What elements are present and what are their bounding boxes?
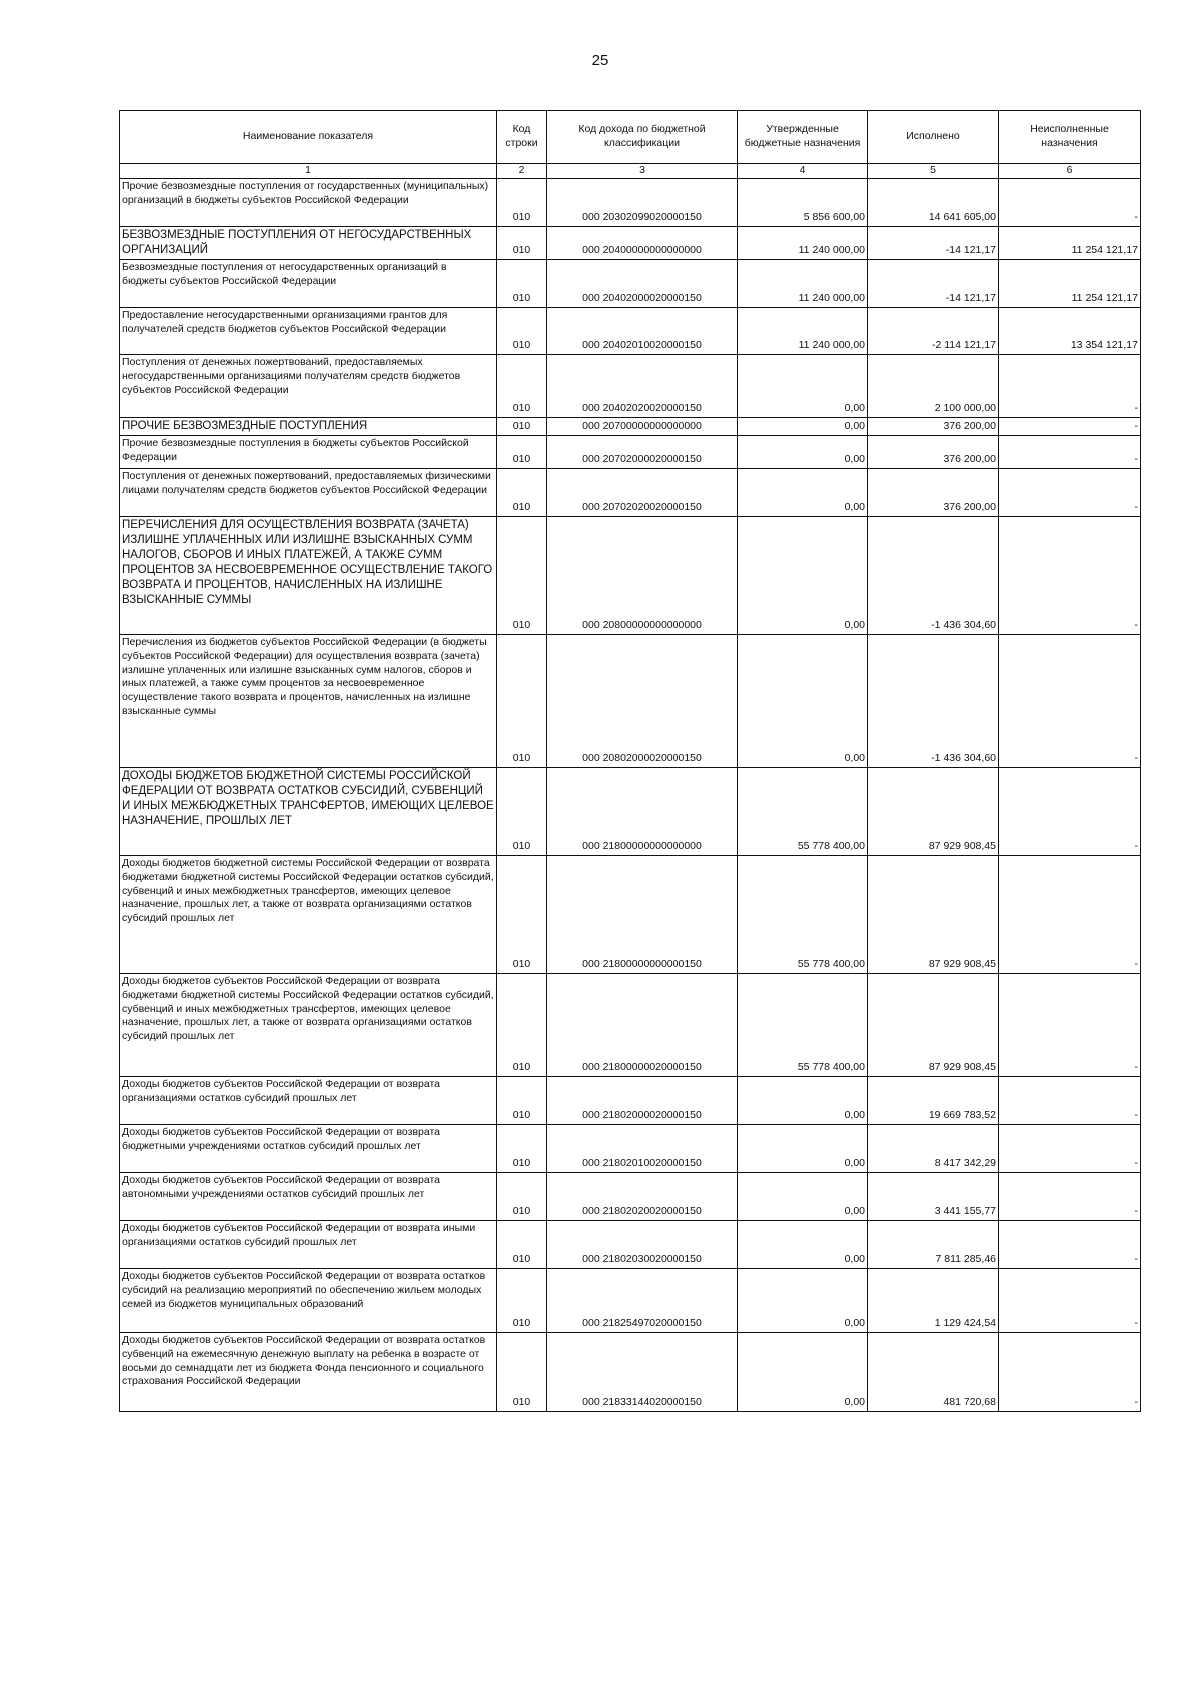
page-number: 25 bbox=[591, 52, 609, 69]
row-revenue-code: 000 20800000000000000 bbox=[547, 516, 738, 634]
row-approved: 0,00 bbox=[738, 435, 868, 468]
table-row bbox=[120, 973, 1141, 1076]
row-name: Доходы бюджетов субъектов Российской Федерации от возврата бюджетными учреждениями остатков субсидий прошлых лет bbox=[120, 1124, 497, 1172]
row-name: Доходы бюджетов субъектов Российской Федерации от возврата бюджетами бюджетной системы Российской Федерации остатков субсидий, субвенций и иных межбюджетных трансфертов, имеющих целевое назначение, прошлых лет, а также от возврата организациями остатков субсидий прошлых лет bbox=[120, 973, 497, 1076]
row-approved: 55 778 400,00 bbox=[738, 855, 868, 973]
column-number: 3 bbox=[547, 164, 738, 179]
table-row bbox=[120, 1172, 1141, 1220]
row-executed: -1 436 304,60 bbox=[868, 516, 999, 634]
row-line-code: 010 bbox=[497, 1172, 547, 1220]
row-name: Безвозмездные поступления от негосударственных организаций в бюджеты субъектов Российской Федерации bbox=[120, 259, 497, 307]
row-line-code: 010 bbox=[497, 1268, 547, 1332]
row-revenue-code: 000 20802000020000150 bbox=[547, 634, 738, 767]
table-row bbox=[120, 468, 1141, 516]
column-number: 5 bbox=[868, 164, 999, 179]
row-executed: -14 121,17 bbox=[868, 227, 999, 260]
row-unexecuted: - bbox=[999, 1268, 1141, 1332]
row-executed: 87 929 908,45 bbox=[868, 767, 999, 855]
table-row bbox=[120, 634, 1141, 767]
row-approved: 11 240 000,00 bbox=[738, 259, 868, 307]
row-executed: 14 641 605,00 bbox=[868, 179, 999, 227]
row-executed: 87 929 908,45 bbox=[868, 973, 999, 1076]
row-revenue-code: 000 20302099020000150 bbox=[547, 179, 738, 227]
table-row bbox=[120, 516, 1141, 634]
row-unexecuted: - bbox=[999, 634, 1141, 767]
row-revenue-code: 000 20700000000000000 bbox=[547, 417, 738, 435]
row-executed: -2 114 121,17 bbox=[868, 307, 999, 354]
table-row bbox=[120, 307, 1141, 354]
row-line-code: 010 bbox=[497, 307, 547, 354]
row-executed: -1 436 304,60 bbox=[868, 634, 999, 767]
row-unexecuted: - bbox=[999, 1332, 1141, 1411]
row-name: ПЕРЕЧИСЛЕНИЯ ДЛЯ ОСУЩЕСТВЛЕНИЯ ВОЗВРАТА (ЗАЧЕТА) ИЗЛИШНЕ УПЛАЧЕННЫХ ИЛИ ИЗЛИШНЕ ВЗЫСКАННЫХ СУММ НАЛОГОВ, СБОРОВ И ИНЫХ ПЛАТЕЖЕЙ, А ТАКЖЕ СУММ ПРОЦЕНТОВ ЗА НЕСВОЕВРЕМЕННОЕ ОСУЩЕСТВЛЕНИЕ ТАКОГО ВОЗВРАТА И ПРОЦЕНТОВ, НАЧИСЛЕННЫХ НА ИЗЛИШНЕ ВЗЫСКАННЫЕ СУММЫ bbox=[120, 516, 497, 634]
row-executed: 8 417 342,29 bbox=[868, 1124, 999, 1172]
table-row bbox=[120, 1332, 1141, 1411]
row-approved: 0,00 bbox=[738, 1124, 868, 1172]
row-approved: 0,00 bbox=[738, 354, 868, 417]
column-number-row bbox=[120, 164, 1141, 179]
header-unexecuted: Неисполненные назначения bbox=[999, 111, 1141, 164]
row-revenue-code: 000 20400000000000000 bbox=[547, 227, 738, 260]
row-unexecuted: 11 254 121,17 bbox=[999, 227, 1141, 260]
row-unexecuted: - bbox=[999, 855, 1141, 973]
row-unexecuted: - bbox=[999, 767, 1141, 855]
row-revenue-code: 000 21802030020000150 bbox=[547, 1220, 738, 1268]
row-revenue-code: 000 20702020020000150 bbox=[547, 468, 738, 516]
row-line-code: 010 bbox=[497, 179, 547, 227]
table-row bbox=[120, 354, 1141, 417]
row-unexecuted: 11 254 121,17 bbox=[999, 259, 1141, 307]
row-approved: 11 240 000,00 bbox=[738, 307, 868, 354]
row-approved: 0,00 bbox=[738, 1172, 868, 1220]
row-unexecuted: - bbox=[999, 417, 1141, 435]
row-executed: 1 129 424,54 bbox=[868, 1268, 999, 1332]
row-executed: 3 441 155,77 bbox=[868, 1172, 999, 1220]
table-row bbox=[120, 767, 1141, 855]
row-line-code: 010 bbox=[497, 855, 547, 973]
row-revenue-code: 000 20402020020000150 bbox=[547, 354, 738, 417]
row-line-code: 010 bbox=[497, 767, 547, 855]
row-unexecuted: 13 354 121,17 bbox=[999, 307, 1141, 354]
column-number: 6 bbox=[999, 164, 1141, 179]
table-row bbox=[120, 259, 1141, 307]
row-approved: 0,00 bbox=[738, 1220, 868, 1268]
row-line-code: 010 bbox=[497, 259, 547, 307]
row-revenue-code: 000 21825497020000150 bbox=[547, 1268, 738, 1332]
row-executed: 376 200,00 bbox=[868, 468, 999, 516]
row-approved: 0,00 bbox=[738, 634, 868, 767]
row-executed: 2 100 000,00 bbox=[868, 354, 999, 417]
row-name: Доходы бюджетов субъектов Российской Федерации от возврата иными организациями остатков субсидий прошлых лет bbox=[120, 1220, 497, 1268]
row-line-code: 010 bbox=[497, 354, 547, 417]
row-executed: 87 929 908,45 bbox=[868, 855, 999, 973]
row-approved: 11 240 000,00 bbox=[738, 227, 868, 260]
row-revenue-code: 000 20402010020000150 bbox=[547, 307, 738, 354]
row-unexecuted: - bbox=[999, 468, 1141, 516]
row-line-code: 010 bbox=[497, 634, 547, 767]
row-approved: 5 856 600,00 bbox=[738, 179, 868, 227]
row-line-code: 010 bbox=[497, 1076, 547, 1124]
row-approved: 0,00 bbox=[738, 1076, 868, 1124]
row-unexecuted: - bbox=[999, 179, 1141, 227]
row-executed: 376 200,00 bbox=[868, 417, 999, 435]
row-approved: 0,00 bbox=[738, 1332, 868, 1411]
row-name: Прочие безвозмездные поступления в бюджеты субъектов Российской Федерации bbox=[120, 435, 497, 468]
row-revenue-code: 000 21800000000000150 bbox=[547, 855, 738, 973]
row-unexecuted: - bbox=[999, 354, 1141, 417]
row-name: Доходы бюджетов бюджетной системы Российской Федерации от возврата бюджетами бюджетной системы Российской Федерации остатков субсидий, субвенций и иных межбюджетных трансфертов, имеющих целевое назначение, прошлых лет, а также от возврата организациями остатков субсидий прошлых лет bbox=[120, 855, 497, 973]
table-row bbox=[120, 179, 1141, 227]
row-unexecuted: - bbox=[999, 973, 1141, 1076]
row-line-code: 010 bbox=[497, 1220, 547, 1268]
row-name: Поступления от денежных пожертвований, предоставляемых физическими лицами получателям средств бюджетов субъектов Российской Федерации bbox=[120, 468, 497, 516]
header-name: Наименование показателя bbox=[120, 111, 497, 164]
row-revenue-code: 000 21800000000000000 bbox=[547, 767, 738, 855]
table-row bbox=[120, 1268, 1141, 1332]
row-unexecuted: - bbox=[999, 1172, 1141, 1220]
table-row bbox=[120, 227, 1141, 260]
header-row bbox=[120, 111, 1141, 164]
row-name: БЕЗВОЗМЕЗДНЫЕ ПОСТУПЛЕНИЯ ОТ НЕГОСУДАРСТВЕННЫХ ОРГАНИЗАЦИЙ bbox=[120, 227, 497, 260]
row-name: ПРОЧИЕ БЕЗВОЗМЕЗДНЫЕ ПОСТУПЛЕНИЯ bbox=[120, 417, 497, 435]
row-line-code: 010 bbox=[497, 973, 547, 1076]
row-approved: 0,00 bbox=[738, 417, 868, 435]
row-name: Доходы бюджетов субъектов Российской Федерации от возврата остатков субсидий на реализацию мероприятий по обеспечению жильем молодых семей из бюджетов муниципальных образований bbox=[120, 1268, 497, 1332]
header-approved: Утвержденные бюджетные назначения bbox=[738, 111, 868, 164]
row-executed: 376 200,00 bbox=[868, 435, 999, 468]
row-approved: 55 778 400,00 bbox=[738, 767, 868, 855]
row-revenue-code: 000 20402000020000150 bbox=[547, 259, 738, 307]
row-revenue-code: 000 21802010020000150 bbox=[547, 1124, 738, 1172]
table-row bbox=[120, 1220, 1141, 1268]
row-name: Перечисления из бюджетов субъектов Российской Федерации (в бюджеты субъектов Российской Федерации) для осуществления возврата (зачета) излишне уплаченных или излишне взысканных сумм налогов, сборов и иных платежей, а также сумм процентов за несвоевременное осуществление такого возврата и процентов, начисленных на излишне взысканные суммы bbox=[120, 634, 497, 767]
column-number: 1 bbox=[120, 164, 497, 179]
row-unexecuted: - bbox=[999, 435, 1141, 468]
row-approved: 0,00 bbox=[738, 1268, 868, 1332]
row-approved: 0,00 bbox=[738, 516, 868, 634]
column-number: 2 bbox=[497, 164, 547, 179]
row-executed: 7 811 285,46 bbox=[868, 1220, 999, 1268]
row-executed: -14 121,17 bbox=[868, 259, 999, 307]
row-line-code: 010 bbox=[497, 1124, 547, 1172]
row-unexecuted: - bbox=[999, 516, 1141, 634]
row-unexecuted: - bbox=[999, 1076, 1141, 1124]
row-line-code: 010 bbox=[497, 417, 547, 435]
row-revenue-code: 000 21802020020000150 bbox=[547, 1172, 738, 1220]
row-revenue-code: 000 20702000020000150 bbox=[547, 435, 738, 468]
row-line-code: 010 bbox=[497, 468, 547, 516]
row-name: Поступления от денежных пожертвований, предоставляемых негосударственными организациями получателям средств бюджетов субъектов Российской Федерации bbox=[120, 354, 497, 417]
row-line-code: 010 bbox=[497, 435, 547, 468]
row-name: Доходы бюджетов субъектов Российской Федерации от возврата остатков субвенций на ежемесячную денежную выплату на ребенка в возрасте от восьми до семнадцати лет из бюджета Фонда пенсионного и социального страхования Российской Федерации bbox=[120, 1332, 497, 1411]
header-revenue-code: Код дохода по бюджетной классификации bbox=[547, 111, 738, 164]
row-name: Доходы бюджетов субъектов Российской Федерации от возврата организациями остатков субсидий прошлых лет bbox=[120, 1076, 497, 1124]
column-number: 4 bbox=[738, 164, 868, 179]
row-approved: 55 778 400,00 bbox=[738, 973, 868, 1076]
table-row bbox=[120, 435, 1141, 468]
row-executed: 481 720,68 bbox=[868, 1332, 999, 1411]
table-row bbox=[120, 417, 1141, 435]
row-revenue-code: 000 21802000020000150 bbox=[547, 1076, 738, 1124]
revenue-report-table bbox=[119, 110, 1141, 1412]
table-row bbox=[120, 1076, 1141, 1124]
report-body bbox=[120, 179, 1141, 1412]
row-executed: 19 669 783,52 bbox=[868, 1076, 999, 1124]
row-name: Прочие безвозмездные поступления от государственных (муниципальных) организаций в бюджеты субъектов Российской Федерации bbox=[120, 179, 497, 227]
row-revenue-code: 000 21833144020000150 bbox=[547, 1332, 738, 1411]
row-name: Доходы бюджетов субъектов Российской Федерации от возврата автономными учреждениями остатков субсидий прошлых лет bbox=[120, 1172, 497, 1220]
row-line-code: 010 bbox=[497, 516, 547, 634]
row-unexecuted: - bbox=[999, 1220, 1141, 1268]
row-unexecuted: - bbox=[999, 1124, 1141, 1172]
table-row bbox=[120, 1124, 1141, 1172]
row-line-code: 010 bbox=[497, 1332, 547, 1411]
row-name: ДОХОДЫ БЮДЖЕТОВ БЮДЖЕТНОЙ СИСТЕМЫ РОССИЙСКОЙ ФЕДЕРАЦИИ ОТ ВОЗВРАТА ОСТАТКОВ СУБСИДИЙ, СУБВЕНЦИЙ И ИНЫХ МЕЖБЮДЖЕТНЫХ ТРАНСФЕРТОВ, ИМЕЮЩИХ ЦЕЛЕВОЕ НАЗНАЧЕНИЕ, ПРОШЛЫХ ЛЕТ bbox=[120, 767, 497, 855]
row-revenue-code: 000 21800000020000150 bbox=[547, 973, 738, 1076]
header-line-code: Код строки bbox=[497, 111, 547, 164]
row-approved: 0,00 bbox=[738, 468, 868, 516]
header-executed: Исполнено bbox=[868, 111, 999, 164]
row-name: Предоставление негосударственными организациями грантов для получателей средств бюджетов субъектов Российской Федерации bbox=[120, 307, 497, 354]
table-row bbox=[120, 855, 1141, 973]
row-line-code: 010 bbox=[497, 227, 547, 260]
